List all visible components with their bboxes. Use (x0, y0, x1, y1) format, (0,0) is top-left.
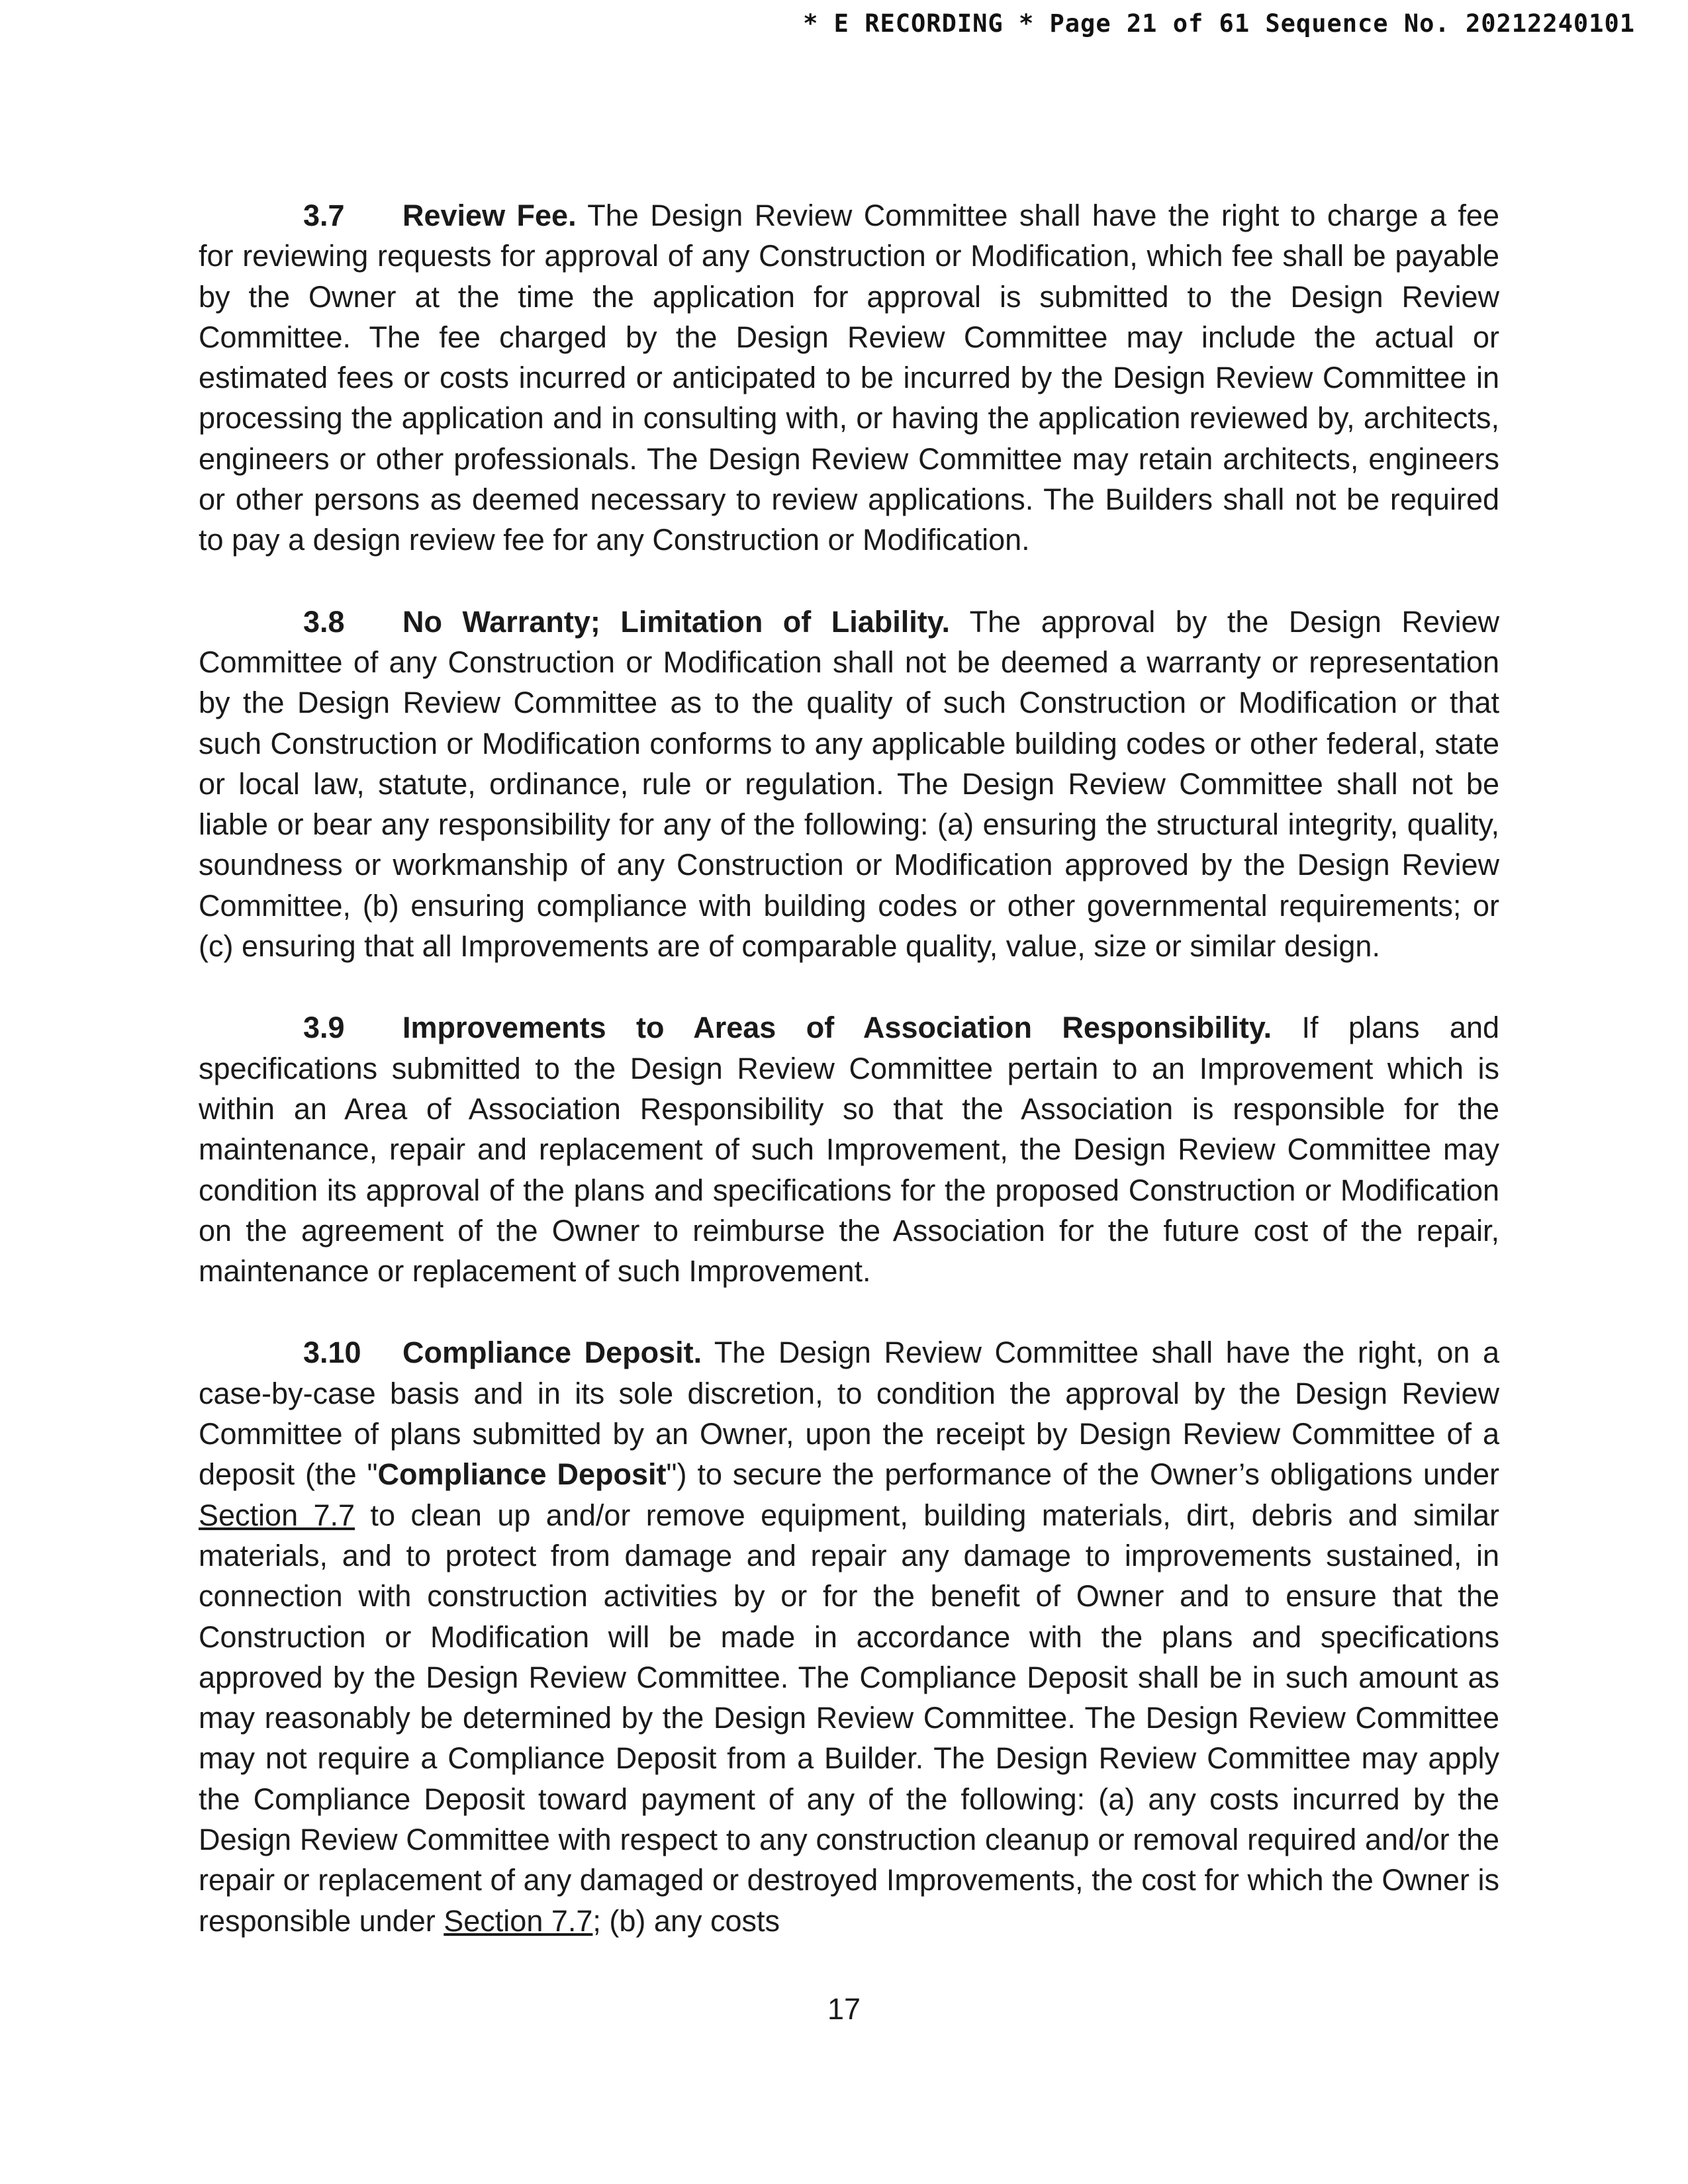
section-3-7 (199, 195, 1499, 561)
defined-term: Compliance Deposit (377, 1457, 667, 1492)
section-3-8 (199, 602, 1499, 967)
section-title: Improvements to Areas of Association Responsibility. (402, 1011, 1272, 1045)
section-title: Compliance Deposit. (402, 1336, 702, 1370)
section-number: 3.8 (303, 604, 345, 639)
section-3-9 (199, 1007, 1499, 1291)
section-number: 3.10 (303, 1336, 361, 1370)
section-body-part: The Design Review Committee shall have the right, on a case-by-case basis and in its sole discretion, to condition the approval by the Design Review Committee of plans submitted by an Owner, upon the receipt by Design Review Committee of a deposit (the " (199, 1336, 1499, 1492)
recording-stamp: * E RECORDING * Page 21 of 61 Sequence No. 20212240101 (803, 9, 1635, 38)
page-number: 17 (827, 1992, 861, 2026)
section-3-10 (199, 1332, 1499, 1940)
section-body: The approval by the Design Review Committee of any Construction or Modification shall not be deemed a warranty or representation by the Design Review Committee as to the quality of such Construction or Modification or that such Construction or Modification conforms to any applicable building codes or other federal, state or local law, statute, ordinance, rule or regulation. The Design Review Committee shall not be liable or bear any responsibility for any of the following: (a) ensuring the structural integrity, quality, soundness or workmanship of any Construction or Modification approved by the Design Review Committee, (b) ensuring compliance with building codes or other governmental requirements; or (c) ensuring that all Improvements are of comparable quality, value, size or similar design. (199, 604, 1499, 964)
section-cross-reference: Section 7.7 (444, 1903, 593, 1938)
section-body: If plans and specifications submitted to the Design Review Committee pertain to an Improvement which is within an Area of Association Responsibility so that the Association is responsible for the maintenance, repair and replacement of such Improvement, the Design Review Committee may condition its approval of the plans and specifications for the proposed Construction or Modification on the agreement of the Owner to reimburse the Association for the future cost of the repair, maintenance or replacement of such Improvement. (199, 1011, 1500, 1289)
section-body-part: to clean up and/or remove equipment, building materials, dirt, debris and similar materials, and to protect from damage and repair any damage to improvements sustained, in connection with construction activities by or for the benefit of Owner and to ensure that the Construction or Modification will be made in accordance with the plans and specifications approved by the Design Review Committee. The Compliance Deposit shall be in such amount as may reasonably be determined by the Design Review Committee. The Design Review Committee may not require a Compliance Deposit from a Builder. The Design Review Committee may apply the Compliance Deposit toward payment of any of the following: (a) any costs incurred by the Design Review Committee with respect to any construction cleanup or removal required and/or the repair or replacement of any damaged or destroyed Improvements, the cost for which the Owner is responsible under (199, 1498, 1499, 1938)
section-cross-reference: Section 7.7 (199, 1498, 355, 1532)
section-body-part: ; (b) any costs (592, 1903, 780, 1938)
section-number: 3.9 (303, 1011, 345, 1045)
document-body (199, 195, 1499, 1982)
section-body-part: ") to secure the performance of the Owner’s obligations under (666, 1457, 1499, 1492)
section-title: No Warranty; Limitation of Liability. (402, 604, 950, 639)
section-title: Review Fee. (402, 199, 577, 232)
section-body: The Design Review Committee shall have the right to charge a fee for reviewing requests for approval of any Construction or Modification, which fee shall be payable by the Owner at the time the application for approval is submitted to the Design Review Committee. The fee charged by the Design Review Committee may include the actual or estimated fees or costs incurred or anticipated to be incurred by the Design Review Committee in processing the application and in consulting with, or having the application reviewed by, architects, engineers or other professionals. The Design Review Committee may retain architects, engineers or other persons as deemed necessary to review applications. The Builders shall not be required to pay a design review fee for any Construction or Modification. (199, 199, 1499, 557)
section-number: 3.7 (303, 199, 345, 232)
